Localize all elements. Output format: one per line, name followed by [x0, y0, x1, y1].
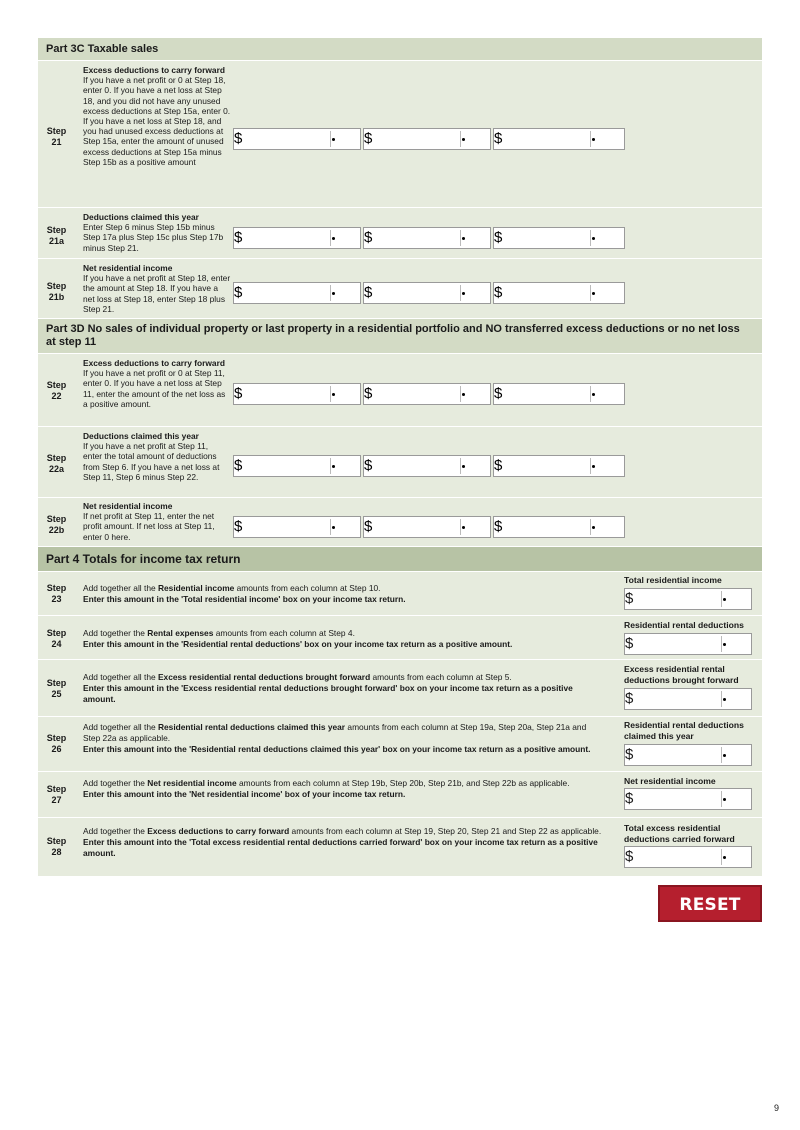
residential-rental-deductions-input[interactable]: $ [624, 633, 752, 655]
step-21-description: Excess deductions to carry forward If you have a net profit or 0 at Step 18, enter 0. If you have a net loss at Step 18, and you did not have any unused excess deductions at Step 15a, enter 0. If you have a net loss at Step 18, and you had unused excess deductions at Step 15a, enter the amount of unused excess deductions at Step 15a minus Step 15b as a positive amount [83, 65, 231, 167]
excess-deductions-brought-forward-input[interactable]: $ [624, 688, 752, 710]
step-21-row [38, 61, 762, 207]
step-22a-col1-input[interactable]: $ [233, 455, 361, 477]
total-residential-income-input[interactable]: $ [624, 588, 752, 610]
total-residential-income-label: Total residential income [624, 575, 722, 585]
step-22-label: Step 22 [46, 380, 67, 401]
step-24-label: Step 24 [46, 628, 67, 649]
total-excess-deductions-carried-forward-label: Total excess residential deductions carried forward [624, 823, 735, 844]
step-21-col2-input[interactable]: $ [363, 128, 491, 150]
step-22a-col2-input[interactable]: $ [363, 455, 491, 477]
step-22a-col3-input[interactable]: $ [493, 455, 625, 477]
step-23-description: Add together all the Residential income amounts from each column at Step 10. Enter this amount in the 'Total residential income' box on your income tax return. [83, 583, 406, 604]
step-21b-col3-input[interactable]: $ [493, 282, 625, 304]
step-25-description: Add together all the Excess residential rental deductions brought forward amounts from each column at Step 5. Enter this amount in the 'Excess residential rental deductions brought forward' box on your income tax return as a positive amount. [83, 672, 573, 704]
excess-deductions-brought-forward-label: Excess residential rental deductions brought forward [624, 664, 739, 685]
step-26-description: Add together all the Residential rental deductions claimed this year amounts from each column at Step 19a, Step 20a, Step 21a and Step 22a as applicable. Enter this amount into the 'Residential rental deductions claimed this year' box on your income tax return as a positive amount. [83, 722, 591, 754]
step-25-label: Step 25 [46, 678, 67, 699]
step-21a-description: Deductions claimed this year Enter Step 6 minus Step 15b minus Step 17a plus Step 15c plus Step 17b minus Step 21. [83, 212, 224, 253]
step-28-row [38, 818, 762, 876]
step-22b-col1-input[interactable]: $ [233, 516, 361, 538]
step-22a-label: Step 22a [46, 453, 67, 474]
step-27-row [38, 772, 762, 817]
step-28-description: Add together the Excess deductions to carry forward amounts from each column at Step 19, Step 20, Step 21 and Step 22 as applicable. Enter this amount into the 'Total excess residential rental deductions carried forward' box on your income tax return as a positive amount. [83, 826, 602, 858]
step-22-col1-input[interactable]: $ [233, 383, 361, 405]
step-22b-col3-input[interactable]: $ [493, 516, 625, 538]
part-3c-header [38, 38, 762, 60]
deductions-claimed-this-year-label: Residential rental deductions claimed this year [624, 720, 744, 741]
residential-rental-deductions-label: Residential rental deductions [624, 620, 744, 630]
step-21a-col3-input[interactable]: $ [493, 227, 625, 249]
part-4-title: Part 4 Totals for income tax return [46, 552, 241, 566]
net-residential-income-input[interactable]: $ [624, 788, 752, 810]
step-21-col1-input[interactable]: $ [233, 128, 361, 150]
part-4-header [38, 547, 762, 571]
step-26-row [38, 717, 762, 771]
step-22b-col2-input[interactable]: $ [363, 516, 491, 538]
step-21b-label: Step 21b [46, 281, 67, 302]
page-number: 9 [774, 1103, 780, 1113]
step-21-label: Step 21 [46, 126, 67, 147]
step-21a-row [38, 208, 762, 258]
part-3d-header [38, 319, 762, 353]
step-25-row [38, 660, 762, 716]
step-22a-row [38, 427, 762, 497]
total-excess-deductions-carried-forward-input[interactable]: $ [624, 846, 752, 868]
step-27-label: Step 27 [46, 784, 67, 805]
step-22b-label: Step 22b [46, 514, 67, 535]
step-21-col3-input[interactable]: $ [493, 128, 625, 150]
part-3c-title: Part 3C Taxable sales [46, 43, 159, 55]
step-22-description: Excess deductions to carry forward If you have a net profit or 0 at Step 11, enter 0. If you have a net loss at Step 11, enter the amount of the net loss as a positive amount. [83, 358, 226, 409]
step-22-row [38, 354, 762, 426]
step-22a-description: Deductions claimed this year If you have a net profit at Step 11, enter the total amount of deductions from Step 6. If you have a net loss at Step 11, Step 6 minus Step 22. [83, 431, 220, 482]
step-21a-label: Step 21a [46, 225, 67, 246]
step-22-col2-input[interactable]: $ [363, 383, 491, 405]
step-22-col3-input[interactable]: $ [493, 383, 625, 405]
step-24-description: Add together the Rental expenses amounts from each column at Step 4. Enter this amount in the 'Residential rental deductions' box on your income tax return as a positive amount. [83, 628, 513, 649]
part-3d-title: Part 3D No sales of individual property or last property in a residential portfolio and NO transferred excess deductions or no net loss at step 11 [46, 323, 740, 348]
step-22b-description: Net residential income If net profit at Step 11, enter the net profit amount. If net loss at Step 11, enter 0 here. [83, 501, 215, 542]
step-28-label: Step 28 [46, 836, 67, 857]
step-21b-row [38, 259, 762, 318]
step-23-row [38, 572, 762, 615]
step-22b-row [38, 498, 762, 546]
step-27-description: Add together the Net residential income amounts from each column at Step 19b, Step 20b, Step 21b, and Step 22b as applicable. Enter this amount into the 'Net residential income' box of your income tax return. [83, 778, 570, 799]
step-21b-description: Net residential income If you have a net profit at Step 18, enter the amount at Step 18. If you have a net loss at Step 18, enter Step 18 plus Step 21. [83, 263, 231, 314]
step-24-row [38, 616, 762, 659]
step-21a-col2-input[interactable]: $ [363, 227, 491, 249]
net-residential-income-label: Net residential income [624, 776, 716, 786]
reset-form-button[interactable]: RESET FORM [658, 885, 762, 922]
step-21b-col2-input[interactable]: $ [363, 282, 491, 304]
deductions-claimed-this-year-input[interactable]: $ [624, 744, 752, 766]
step-23-label: Step 23 [46, 583, 67, 604]
step-26-label: Step 26 [46, 733, 67, 754]
step-21b-col1-input[interactable]: $ [233, 282, 361, 304]
step-21a-col1-input[interactable]: $ [233, 227, 361, 249]
